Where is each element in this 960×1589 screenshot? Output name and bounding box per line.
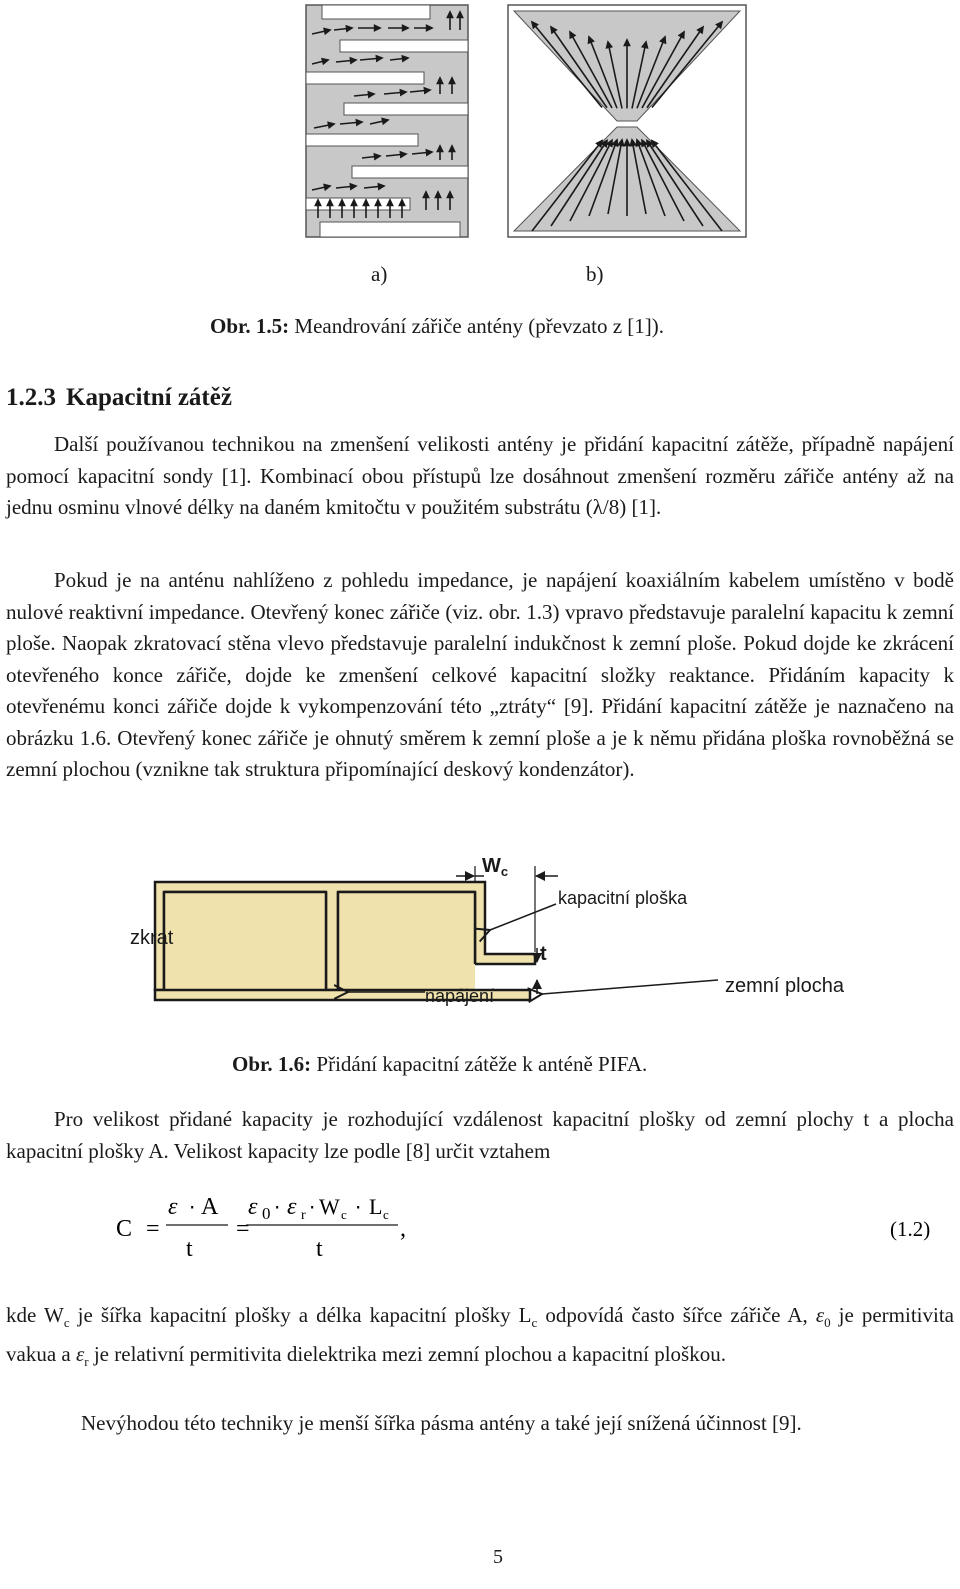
figure-1-5 — [300, 0, 750, 245]
svg-text:⋅: ⋅ — [274, 1197, 281, 1219]
eq-equals-1: = — [146, 1216, 160, 1242]
paragraph-5: Nevýhodou této techniky je menší šířka pásma antény a také její snížená účinnost [9]. — [81, 1411, 802, 1435]
figure-1-6 — [130, 852, 870, 1027]
bowtie-radiator-b — [508, 5, 746, 237]
svg-text:ε: ε — [287, 1194, 297, 1220]
svg-text:A: A — [201, 1194, 219, 1220]
figure-1-5-caption — [210, 314, 664, 339]
plate-label: kapacitní ploška — [558, 888, 688, 908]
meander-radiator-a — [306, 5, 468, 237]
equation-number: (1.2) — [890, 1217, 931, 1241]
caption-text: Meandrování zářiče antény (převzato z [1]). — [289, 314, 665, 338]
section-heading — [6, 384, 232, 412]
ground-label: zemní plocha — [725, 975, 844, 997]
equation-1-2 — [0, 1190, 960, 1270]
svg-text:,: , — [400, 1216, 406, 1242]
figure-1-6-caption — [232, 1052, 647, 1077]
svg-text:⋅: ⋅ — [355, 1197, 362, 1219]
t-label: t — [540, 943, 547, 965]
caption-number: Obr. 1.5: — [210, 314, 290, 338]
paragraph-3: Pro velikost přidané kapacity je rozhodující vzdálenost kapacitní plošky od zemní plochy t a plocha kapacitní plošky A. Velikost kapacity lze podle [8] určit vztahem — [6, 1107, 954, 1163]
figure-label-b: b) — [586, 262, 604, 286]
wc-label: $W_c$ — [482, 855, 509, 879]
paragraph-4: kde $W_c$ je šířka kapacitní plošky a délka kapacitní plošky $L_c$ odpovídá často šířce zářiče A, $\varepsilon_0$ je permitivita vakua a $\varepsilon_r$ je relativní permitivita dielektrika mezi zemní plochou a kapacitní ploškou. — [6, 1303, 955, 1369]
svg-text:ε: ε — [248, 1194, 258, 1220]
paragraph-1: Další používanou technikou na zmenšení velikosti antény je přidání kapacitní zátěže, případně napájení pomocí kapacitní sondy [1]. Kombinací obou přístupů lze dosáhnout zmenšení rozměru zářiče antény až na jednu osminu vlnové délky na daném kmitočtu v použitém substrátu (λ/8) [1]. — [6, 432, 954, 519]
svg-text:L: L — [369, 1194, 383, 1219]
capacitance-formula — [0, 1190, 960, 1270]
svg-text:c: c — [383, 1207, 389, 1222]
svg-text:ε: ε — [168, 1194, 178, 1220]
figure-label-a: a) — [371, 262, 388, 286]
page-number: 5 — [493, 1546, 503, 1568]
eq-equals-2: = — [236, 1216, 250, 1242]
plate-pointer-arrow — [490, 904, 556, 930]
short-label: zkrat — [130, 927, 174, 949]
caption-number: Obr. 1.6: — [232, 1052, 312, 1076]
svg-text:r: r — [301, 1208, 306, 1223]
paragraph-2: Pokud je na anténu nahlíženo z pohledu impedance, je napájení koaxiálním kabelem umístěno v bodě nulové reaktivní impedance. Otevřený konec zářiče (viz. obr. 1.3) vpravo představuje paralelní kapacitu k zemní ploše. Naopak zkratovací stěna vlevo představuje paralelní indukčnost k zemní ploše. Pokud dojde ke zkrácení otevřeného konce zářiče, dojde ke zmenšení celkové kapacitní složky reaktance. Přidáním kapacity k otevřenému konci zářiče dojde k vykompenzování této „ztráty“ [9]. Přidání kapacitní zátěže je naznačeno na obrázku 1.6. Otevřený konec zářiče je ohnutý směrem k zemní ploše a je k němu přidána ploška rovnoběžná se zemní plochou (vznikne tak struktura připomínající deskový kondenzátor). — [6, 568, 954, 781]
svg-text:⋅: ⋅ — [189, 1197, 196, 1219]
section-number: 1.2.3 — [6, 384, 56, 411]
svg-text:c: c — [341, 1207, 347, 1222]
section-title: Kapacitní zátěž — [66, 384, 232, 411]
caption-text: Přidání kapacitní zátěže k anténě PIFA. — [311, 1052, 648, 1076]
meander-antenna-figure — [300, 0, 750, 245]
pifa-capacitive-load-figure — [130, 852, 870, 1027]
svg-text:W: W — [319, 1194, 340, 1219]
svg-text:0: 0 — [262, 1204, 271, 1223]
pifa-antenna-body — [155, 882, 535, 990]
ground-pointer-arrow — [542, 980, 718, 994]
eq-C: C — [116, 1216, 133, 1242]
svg-text:⋅: ⋅ — [309, 1197, 316, 1219]
svg-text:t: t — [316, 1236, 323, 1262]
feed-label: napájení — [425, 986, 495, 1006]
svg-text:t: t — [186, 1236, 193, 1262]
